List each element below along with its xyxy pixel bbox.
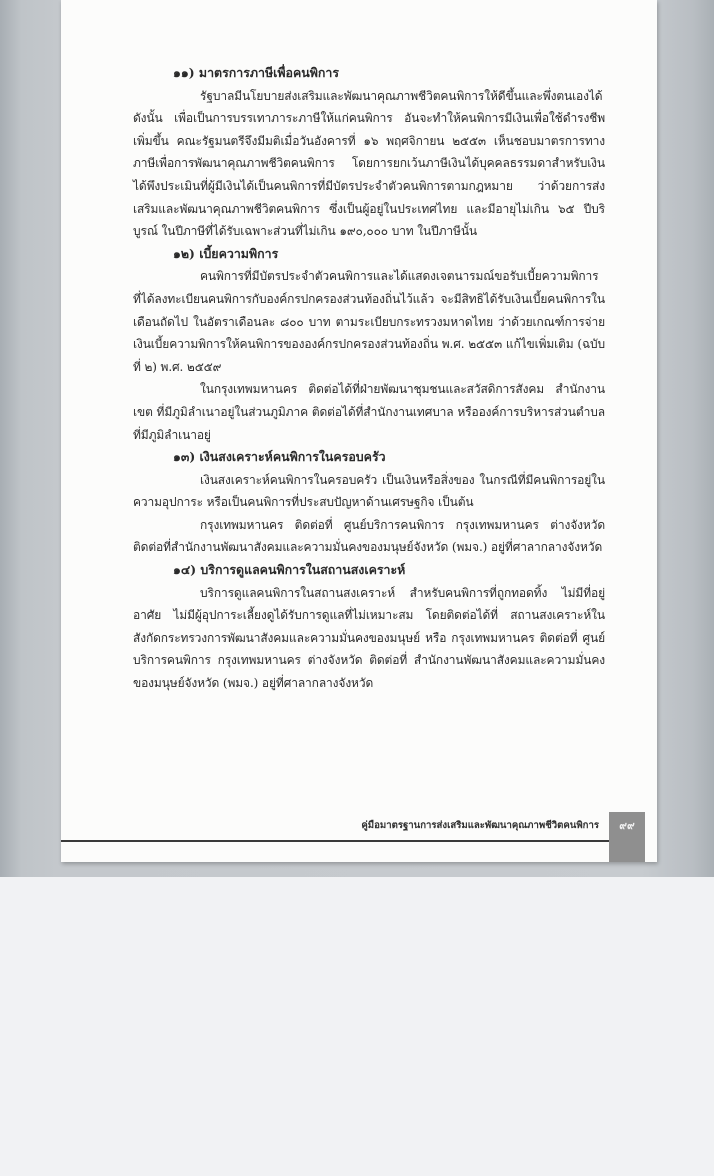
section-13	[133, 446, 605, 559]
footer-book-title: คู่มือมาตรฐานการส่งเสริมและพัฒนาคุณภาพชีวิตคนพิการ	[361, 820, 599, 831]
section-heading: ๑๔) บริการดูแลคนพิการในสถานสงเคราะห์	[173, 562, 406, 578]
page-number: ๙๙	[619, 820, 635, 832]
paragraph: บริการดูแลคนพิการในสถานสงเคราะห์ สำหรับคนพิการที่ถูกทอดทิ้ง ไม่มีที่อยู่อาศัย ไม่มีผู้อุปการะเลี้ยงดูได้รับการดูแลที่ไม่เหมาะสม โดยติดต่อได้ที่ สถานสงเคราะห์ในสังกัดกระทรวงการพัฒนาสังคมและความมั่นคงของมนุษย์ หรือ กรุงเทพมหานคร ติดต่อที่ ศูนย์บริการคนพิการ กรุงเทพมหานคร ต่างจังหวัด ติดต่อที่ สำนักงานพัฒนาสังคมและความมั่นคงของมนุษย์จังหวัด (พมจ.) อยู่ที่ศาลากลางจังหวัด	[133, 585, 605, 691]
footer-divider	[61, 840, 609, 842]
section-11	[133, 62, 605, 243]
section-heading: ๑๑) มาตรการภาษีเพื่อคนพิการ	[173, 65, 340, 80]
section-heading: ๑๒) เบี้ยความพิการ	[173, 245, 279, 261]
document-page	[61, 0, 657, 862]
section-14	[133, 559, 605, 695]
body-text	[133, 62, 605, 695]
paragraph: ในกรุงเทพมหานคร ติดต่อได้ที่ฝ่ายพัฒนาชุมชนและสวัสดิการสังคม สำนักงานเขต ที่มีภูมิลำเนาอยู่ในส่วนภูมิภาค ติดต่อได้ที่สำนักงานเทศบาล หรือองค์การบริหารส่วนตำบลที่มีภูมิลำเนาอยู่	[133, 382, 605, 442]
page-number-tab	[609, 812, 645, 862]
paragraph: กรุงเทพมหานคร ติดต่อที่ ศูนย์บริการคนพิการ กรุงเทพมหานคร ต่างจังหวัด ติดต่อที่สำนักงานพัฒนาสังคมและความมั่นคงของมนุษย์จังหวัด (พมจ.) อยู่ที่ศาลากลางจังหวัด	[133, 517, 605, 555]
paragraph: คนพิการที่มีบัตรประจำตัวคนพิการและได้แสดงเจตนารมณ์ขอรับเบี้ยความพิการที่ได้ลงทะเบียนคนพิการกับองค์กรปกครองส่วนท้องถิ่นไว้แล้ว จะมีสิทธิได้รับเงินเบี้ยคนพิการในเดือนถัดไป ในอัตราเดือนละ ๘๐๐ บาท ตามระเบียบกระทรวงมหาดไทย ว่าด้วยเกณฑ์การจ่ายเงินเบี้ยความพิการให้คนพิการขององค์กรปกครองส่วนท้องถิ่น พ.ศ. ๒๕๕๓ แก้ไขเพิ่มเติม (ฉบับที่ ๒) พ.ศ. ๒๕๕๙	[133, 269, 605, 374]
paragraph: รัฐบาลมีนโยบายส่งเสริมและพัฒนาคุณภาพชีวิตคนพิการให้ดีขึ้นและพึ่งตนเองได้ ดังนั้น เพื่อเป็นการบรรเทาภาระภาษีให้แก่คนพิการ อันจะทำให้คนพิการมีเงินเพื่อใช้ดำรงชีพเพิ่มขึ้น คณะรัฐมนตรีจึงมีมติเมื่อวันอังคารที่ ๑๖ พฤศจิกายน ๒๕๕๓ เห็นชอบมาตรการทางภาษีเพื่อการพัฒนาคุณภาพชีวิตคนพิการ โดยการยกเว้นภาษีเงินได้บุคคลธรรมดาสำหรับเงินได้พึงประเมินที่ผู้มีเงินได้เป็นคนพิการที่มีบัตรประจำตัวคนพิการตามกฎหมาย ว่าด้วยการส่งเสริมและพัฒนาคุณภาพชีวิตคนพิการ ซึ่งเป็นผู้อยู่ในประเทศไทย และมีอายุไม่เกิน ๖๕ ปีบริบูรณ์ ในปีภาษีที่ได้รับเฉพาะส่วนที่ไม่เกิน ๑๙๐,๐๐๐ บาท ในปีภาษีนั้น	[133, 88, 605, 239]
section-heading: ๑๓) เงินสงเคราะห์คนพิการในครอบครัว	[173, 449, 386, 465]
section-12	[133, 243, 605, 446]
paragraph: เงินสงเคราะห์คนพิการในครอบครัว เป็นเงินหรือสิ่งของ ในกรณีที่มีคนพิการอยู่ในความอุปการะ หรือเป็นคนพิการที่ประสบปัญหาด้านเศรษฐกิจ เป็นต้น	[133, 472, 605, 510]
